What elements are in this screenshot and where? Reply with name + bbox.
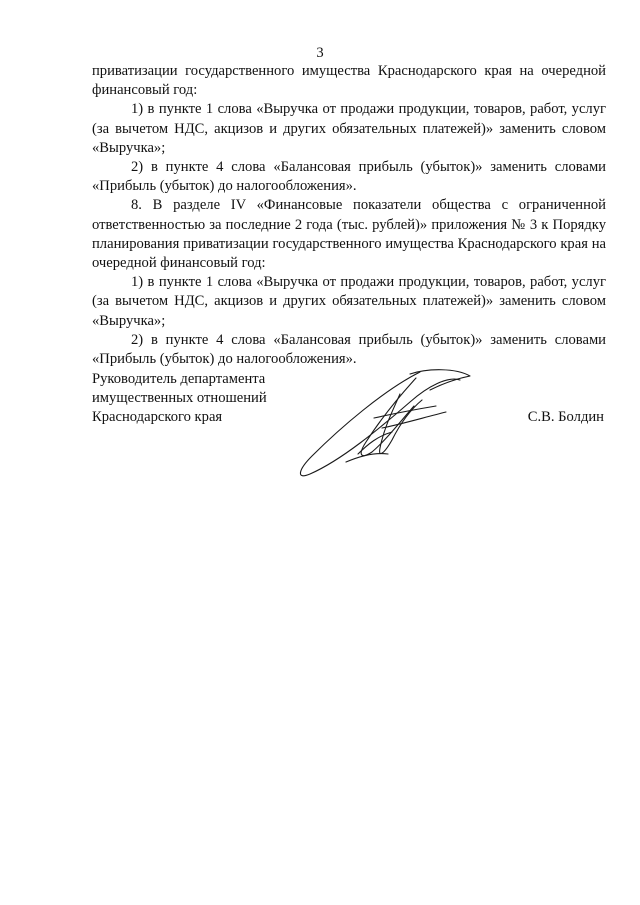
paragraph-section-8: 8. В разделе IV «Финансовые показатели общества с ограниченной ответственностью за последние 2 года (тыс. рублей)» приложения № 3 к Порядку планирования приватизации государственного имущества Краснодарского края на очередной финансовый год: [92, 197, 606, 272]
signer-position-line: Краснодарского края [92, 409, 223, 426]
document-body [92, 62, 606, 369]
paragraph-item-1: 1) в пункте 1 слова «Выручка от продажи продукции, товаров, работ, услуг (за вычетом НДС, акцизов и других обязательных платежей)» заменить словом «Выручка»; [92, 274, 606, 329]
paragraph-item-2: 2) в пункте 4 слова «Балансовая прибыль (убыток)» заменить словами «Прибыль (убыток) до налогообложения». [92, 331, 606, 368]
paragraph-continuation: приватизации государственного имущества Краснодарского края на очередной финансовый год: [92, 63, 606, 99]
paragraph-item-1: 1) в пункте 1 слова «Выручка от продажи продукции, товаров, работ, услуг (за вычетом НДС, акцизов и других обязательных платежей)» заменить словом «Выручка»; [92, 101, 606, 156]
paragraph-item-2: 2) в пункте 4 слова «Балансовая прибыль (убыток)» заменить словами «Прибыль (убыток) до налогообложения». [92, 159, 606, 195]
page-number: 3 [316, 45, 324, 61]
signer-name: С.В. Болдин [527, 409, 604, 425]
handwritten-signature [288, 366, 478, 482]
signer-position-line: Руководитель департамента [92, 371, 266, 387]
signer-position-line: имущественных отношений [92, 390, 267, 407]
